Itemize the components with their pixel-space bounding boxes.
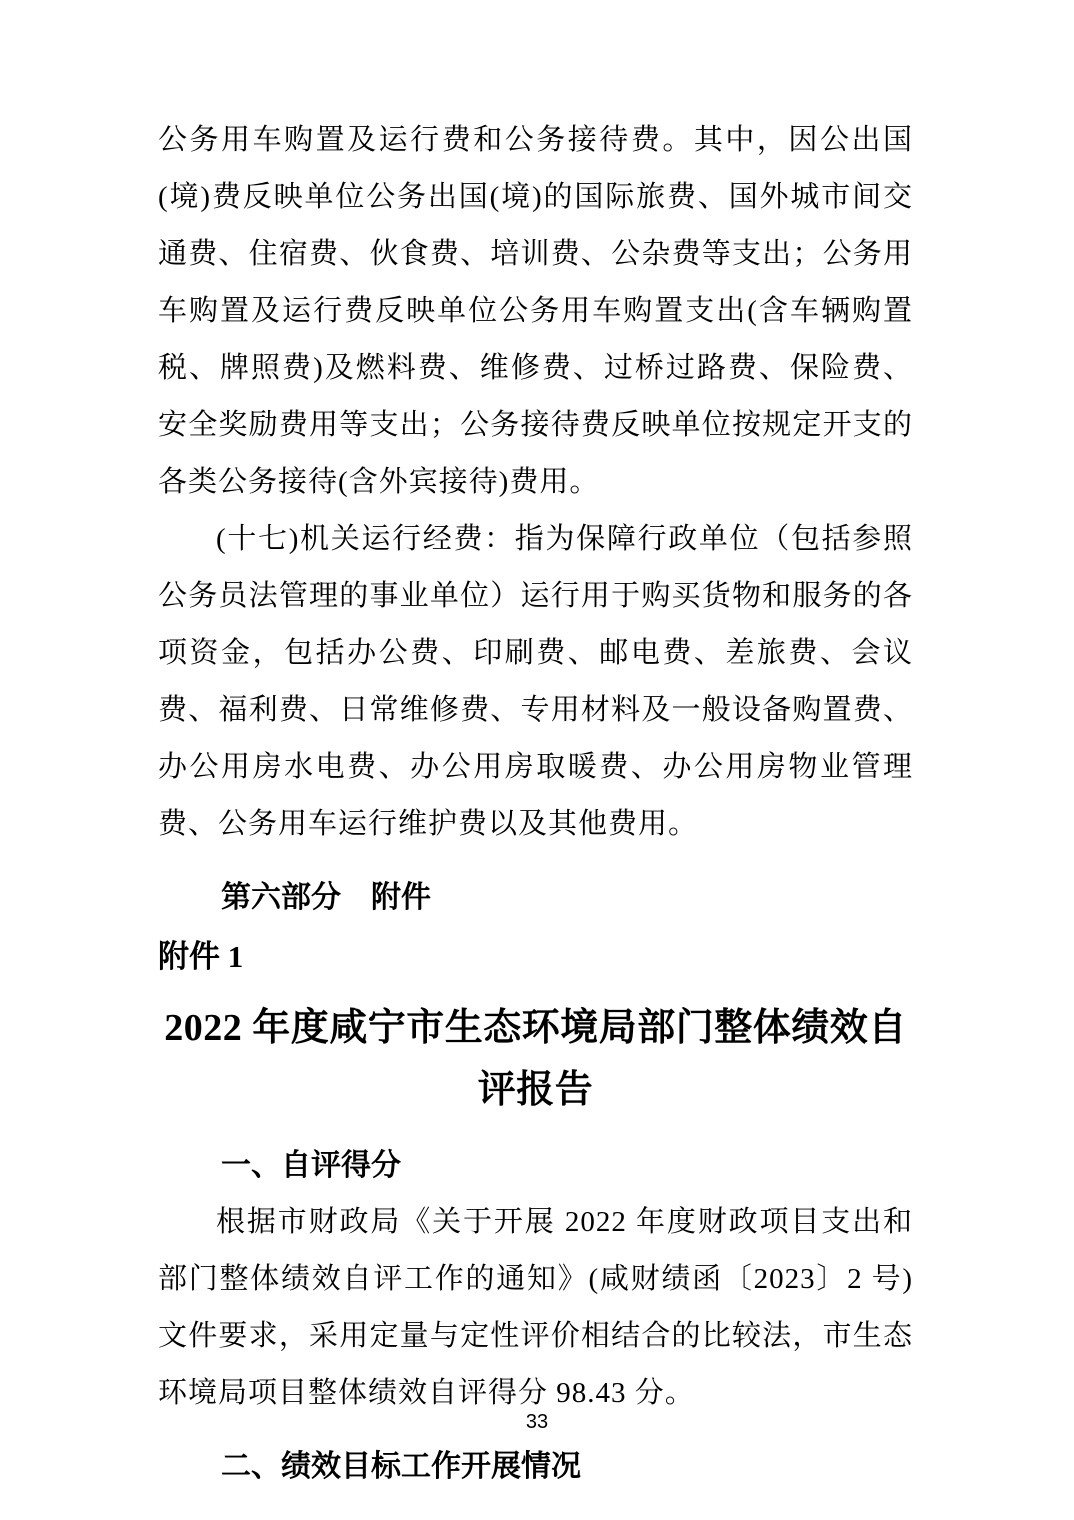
attachment-label: 附件 1 xyxy=(158,939,244,974)
report-title: 2022 年度咸宁市生态环境局部门整体绩效自评报告 xyxy=(164,1007,907,1111)
score-paragraph: 根据市财政局《关于开展 2022 年度财政项目支出和部门整体绩效自评工作的通知》(咸财绩函〔2023〕2 号)文件要求，采用定量与定性评价相结合的比较法，市生态环境局项目整体绩效自评得分 98.43 分。 xyxy=(158,1206,913,1409)
heading-performance-goals: 二、绩效目标工作开展情况 xyxy=(221,1450,581,1483)
document-content xyxy=(158,112,913,1495)
heading-self-score: 一、自评得分 xyxy=(221,1149,401,1182)
page-number: 33 xyxy=(525,1411,549,1433)
section-heading-part-six-attachments: 第六部分 附件 xyxy=(221,881,431,914)
body-paragraph-agency-operating-funds: (十七)机关运行经费：指为保障行政单位（包括参照公务员法管理的事业单位）运行用于购买货物和服务的各项资金，包括办公费、印刷费、邮电费、差旅费、会议费、福利费、日常维修费、专用材料及一般设备购置费、办公用房水电费、办公用房取暖费、办公用房物业管理费、公务用车运行维护费以及其他费用。 xyxy=(158,523,913,840)
body-paragraph-vehicle-reception-fees: 公务用车购置及运行费和公务接待费。其中，因公出国(境)费反映单位公务出国(境)的国际旅费、国外城市间交通费、住宿费、伙食费、培训费、公杂费等支出；公务用车购置及运行费反映单位公务用车购置支出(含车辆购置税、牌照费)及燃料费、维修费、过桥过路费、保险费、安全奖励费用等支出；公务接待费反映单位按规定开支的各类公务接待(含外宾接待)费用。 xyxy=(158,124,913,498)
